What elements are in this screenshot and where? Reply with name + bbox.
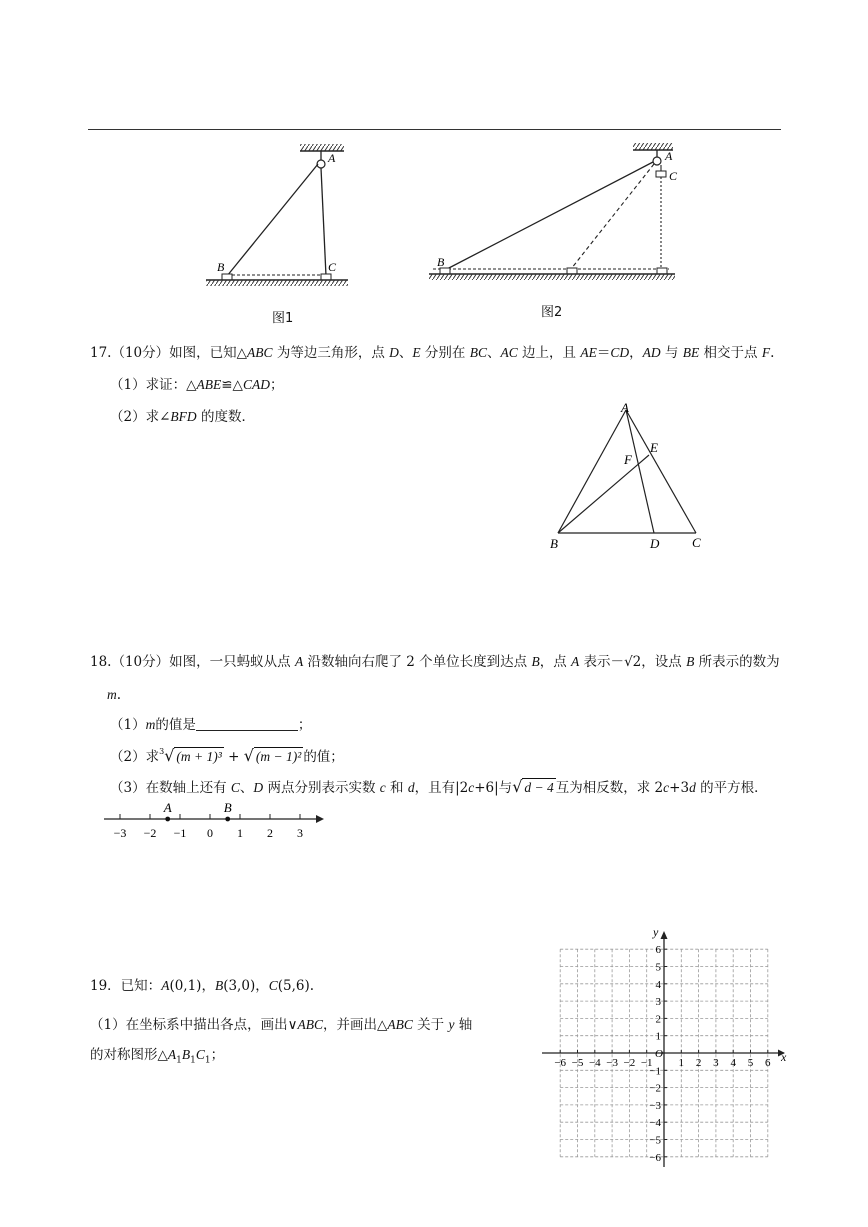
y-tick-label: −1 [649,1065,661,1078]
tri-label-d: D [650,536,660,551]
tri-label-e: E [650,440,658,455]
q17-number: 17.（10分） [90,345,170,361]
pulley-a [653,157,661,165]
fig2-label-a: A [665,149,673,163]
point-a [165,817,170,822]
x-tick-label: 4 [730,1057,736,1069]
q17-triangle-figure [540,398,720,554]
x-tick-label: 3 [713,1057,719,1069]
tick-label: −1 [173,826,187,840]
q19-number: 19．已知： [90,978,162,994]
q19-part1-line2: 的对称图形$\triangle A_1B_1C_1$； [90,1047,225,1066]
tick-label: −3 [113,826,127,840]
point-label-a: A [163,800,172,815]
ceiling-mount [300,144,344,151]
q17-part2: （2）求∠BFD 的度数． [110,409,255,425]
figure-2 [425,135,685,285]
q18-stem: 18.（10分）如图，一只蚂蚁从点 A 沿数轴向右爬了 2 个单位长度到达点 B，点 A 表示－√2，设点 B 所表示的数为 [90,654,780,670]
point-b [225,817,230,822]
fig1-label-b: B [217,260,225,274]
x-tick-label: −1 [640,1057,653,1069]
y-axis-arrow [661,931,668,939]
fig2-label-c: C [669,169,678,183]
fig1-label-c: C [328,260,337,274]
radical-sign: √ [164,746,175,765]
y-tick-label: −2 [649,1082,661,1095]
answer-blank[interactable] [196,718,298,731]
q19-part1-line1: （1）在坐标系中描出各点，画出∨ABC，并画出△ABC 关于 y 轴 [90,1017,473,1033]
x-tick-label: −4 [588,1057,601,1069]
q18-stem-tail: m. [107,687,122,703]
fig2-label-b: B [437,255,445,269]
x-tick-label: −6 [554,1057,567,1069]
q19-stem: 19．已知：A(0,1)，B(3,0)，C(5,6). [90,978,315,994]
tick-label: 2 [267,826,273,840]
tri-label-b: B [550,536,558,551]
origin-label: O [655,1048,663,1060]
y-tick-label: 6 [655,944,661,957]
x-tick-label: −2 [623,1057,636,1069]
y-tick-label: 2 [655,1013,661,1026]
fig1-caption: 图1 [272,311,294,326]
tick-label: 0 [207,826,213,840]
radical-sign: √ [512,777,523,796]
q17-stem: 17.（10分）如图，已知△ABC 为等边三角形，点 D、E 分别在 BC、AC 边上，且 AE＝CD，AD 与 BE 相交于点 F. [90,345,775,361]
pulley-a [317,160,325,168]
number-line [100,798,330,848]
x-tick-label: 2 [695,1057,702,1069]
fig1-label-a: A [328,151,336,165]
x-tick-label: −3 [606,1057,618,1069]
coordinate-grid [538,925,798,1175]
q18-part2: （2）求$^3$√ (m + 1)³ + √ (m − 1)² 的值； [110,746,344,765]
x-axis-label: x [781,1050,787,1064]
radical-sign: √ [243,746,254,765]
tick-label: −2 [143,826,157,840]
x-tick-label: 5 [747,1057,754,1069]
tick-label: 3 [297,826,303,840]
x-tick-label: 1 [678,1057,685,1069]
ground-hatch [206,280,348,286]
q18-part3: （3）在数轴上还有 C、D 两点分别表示实数 c 和 d，且有|2c+6|与√ d − 4 互为相反数，求 2c+3d 的平方根． [110,777,768,796]
tri-label-c: C [692,535,701,550]
x-tick-label: −5 [571,1057,584,1069]
y-axis-label: y [653,925,659,939]
y-tick-label: −4 [649,1117,661,1130]
q17-part1: （1）求证：△ABE≌△CAD； [110,377,284,393]
header-rule [88,129,781,130]
q18-number: 18.（10分） [90,654,170,670]
q18-part1: （1）m的值是 ； [110,717,312,733]
tri-label-f: F [624,452,632,467]
x-tick-label: 6 [765,1057,771,1069]
y-tick-label: −6 [649,1151,661,1164]
y-tick-label: 4 [655,978,661,991]
y-tick-label: 1 [655,1030,661,1043]
tick-label: 1 [237,826,243,840]
y-tick-label: −3 [649,1099,661,1112]
ground-hatch [429,274,675,280]
y-tick-label: 3 [655,996,661,1009]
y-tick-label: 5 [655,961,661,974]
fig2-caption: 图2 [541,305,563,320]
tri-label-a: A [621,400,629,415]
figure-1 [200,140,360,290]
axis-arrow [316,815,324,823]
y-tick-label: −5 [649,1134,661,1147]
point-label-b: B [223,800,232,815]
